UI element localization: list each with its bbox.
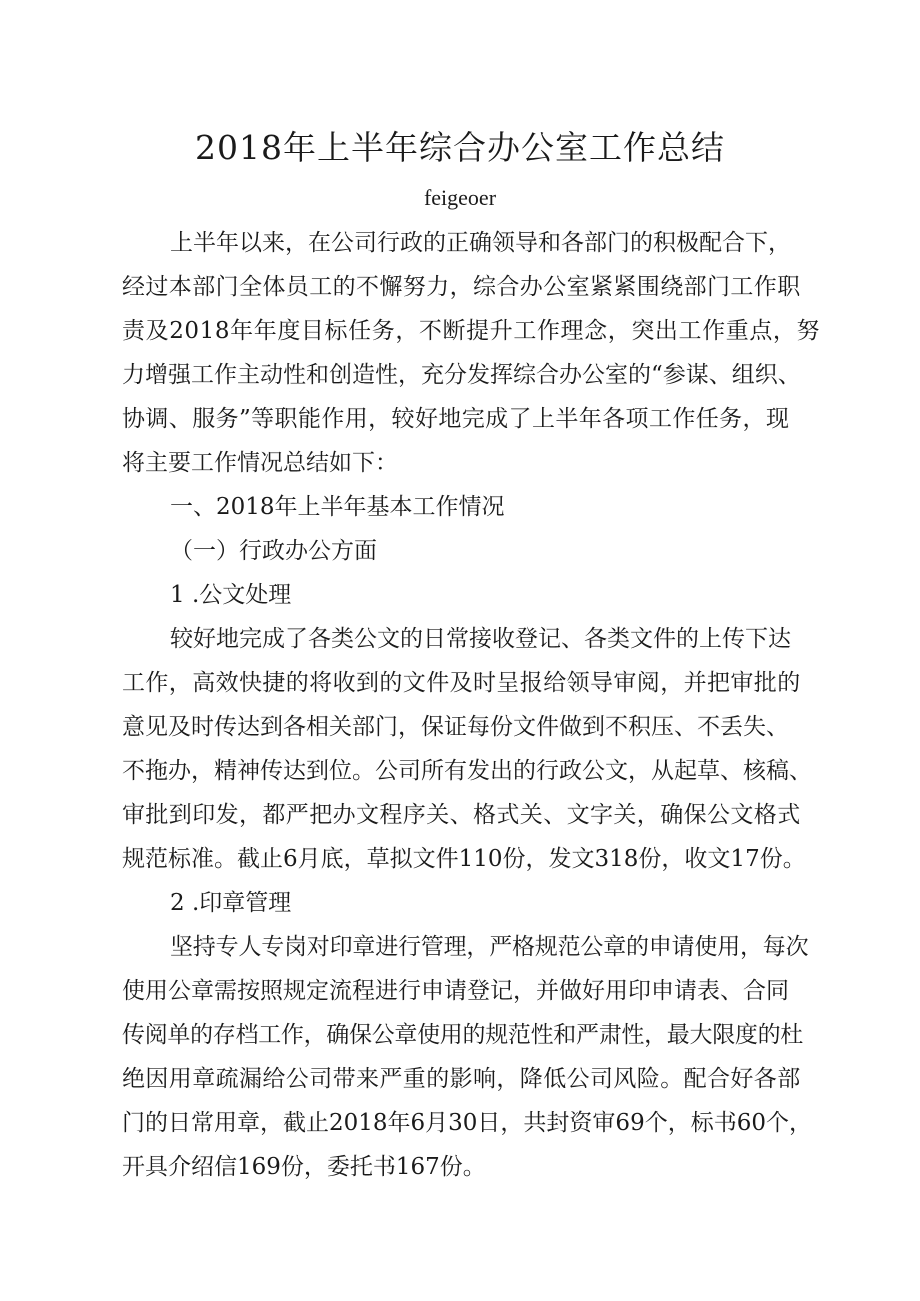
paragraph-line: 开具介绍信169份，委托书167份。 [122, 1154, 486, 1180]
paragraph-line: 上半年以来，在公司行政的正确领导和各部门的积极配合下， [170, 230, 791, 256]
section-heading: 一、2018年上半年基本工作情况 [170, 494, 505, 520]
paragraph-line: 意见及时传达到各相关部门，保证每份文件做到不积压、不丢失、 [122, 714, 789, 740]
paragraph-line: 审批到印发，都严把办文程序关、格式关、文字关，确保公文格式 [122, 802, 801, 828]
item-heading: 1 .公文处理 [170, 582, 292, 608]
document-title: 2018年上半年综合办公室工作总结 [195, 128, 725, 167]
paragraph-line: 不拖办，精神传达到位。公司所有发出的行政公文，从起草、核稿、 [122, 758, 812, 784]
item-heading: 2 .印章管理 [170, 890, 292, 916]
paragraph-line: 使用公章需按照规定流程进行申请登记，并做好用印申请表、合同 [122, 978, 789, 1004]
paragraph-line: 工作，高效快捷的将收到的文件及时呈报给领导审阅，并把审批的 [122, 670, 801, 696]
paragraph-line: 责及2018年年度目标任务，不断提升工作理念，突出工作重点，努 [122, 318, 821, 344]
paragraph-line: 经过本部门全体员工的不懈努力，综合办公室紧紧围绕部门工作职 [122, 274, 801, 300]
paragraph-line: 将主要工作情况总结如下： [122, 450, 398, 476]
paragraph-line: 规范标准。截止6月底，草拟文件110份，发文318份，收文17份。 [122, 846, 806, 872]
paragraph-line: 力增强工作主动性和创造性，充分发挥综合办公室的“参谋、组织、 [122, 362, 801, 388]
paragraph-line: 较好地完成了各类公文的日常接收登记、各类文件的上传下达 [170, 626, 791, 652]
subsection-heading: （一）行政办公方面 [170, 538, 377, 564]
paragraph-line: 协调、服务”等职能作用，较好地完成了上半年各项工作任务，现 [122, 406, 790, 432]
document-author: feigeoer [423, 185, 497, 210]
paragraph-line: 绝因用章疏漏给公司带来严重的影响，降低公司风险。配合好各部 [122, 1066, 801, 1092]
paragraph-line: 坚持专人专岗对印章进行管理，严格规范公章的申请使用，每次 [170, 934, 809, 960]
paragraph-line: 传阅单的存档工作，确保公章使用的规范性和严肃性，最大限度的杜 [122, 1022, 804, 1048]
paragraph-line: 门的日常用章，截止2018年6月30日，共封资审69个，标书60个， [122, 1110, 812, 1136]
